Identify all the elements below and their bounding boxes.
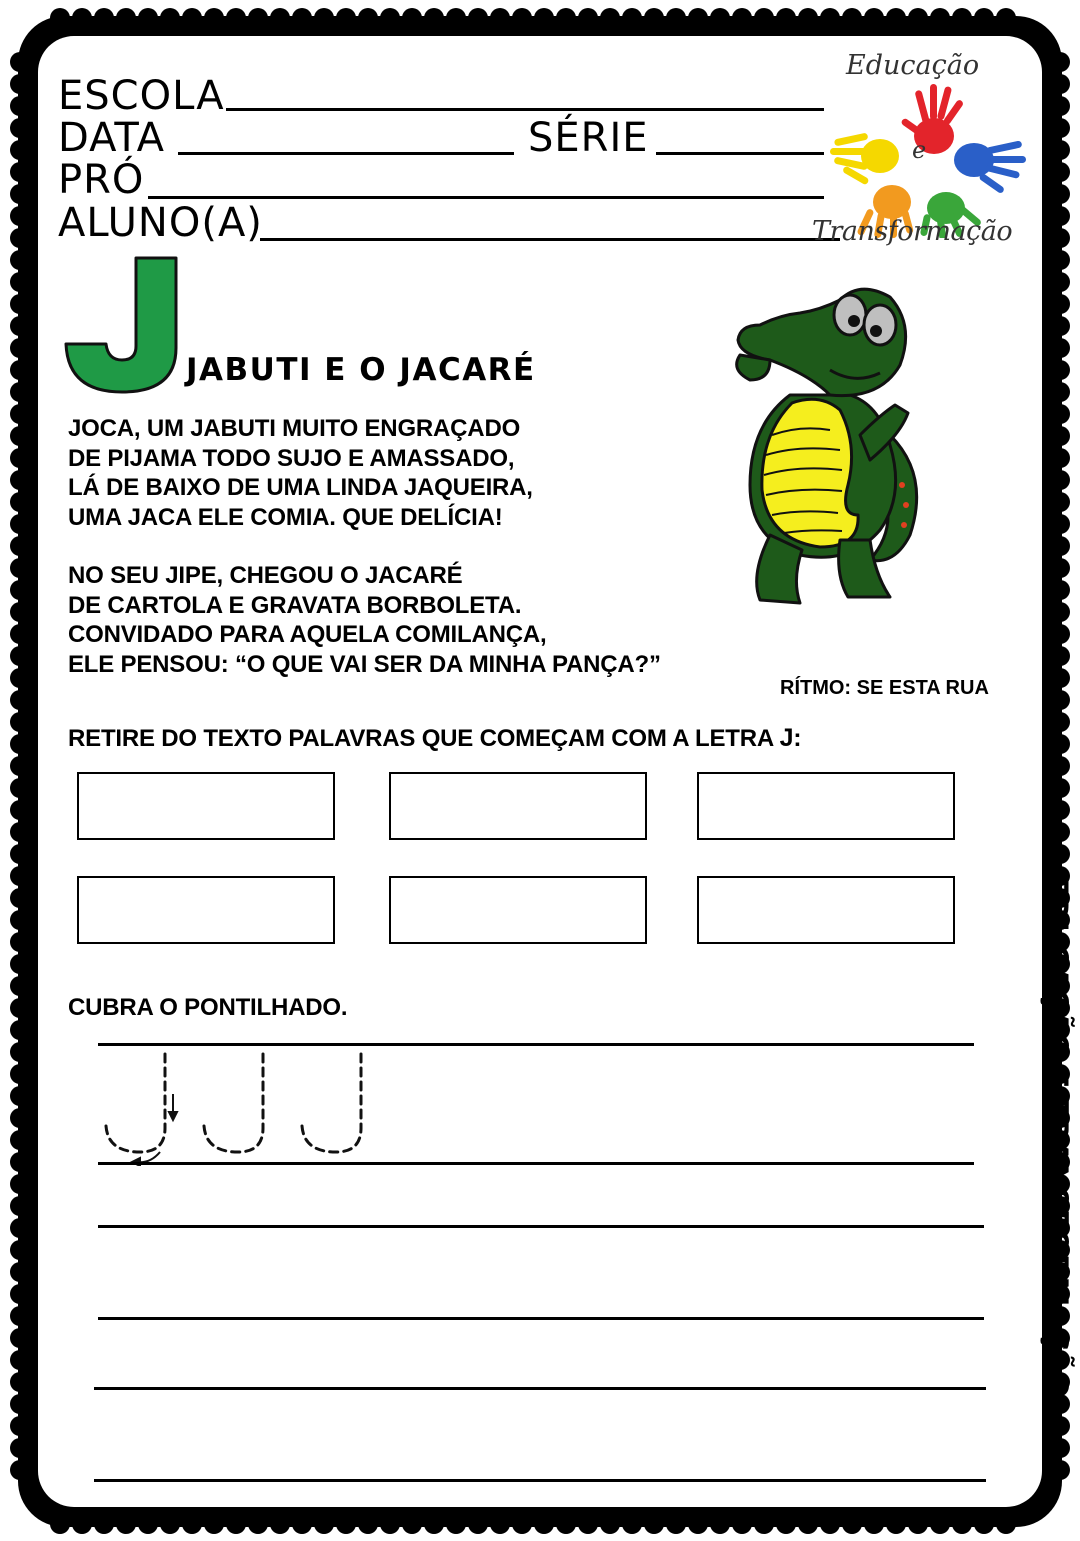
border-scallop bbox=[1050, 316, 1070, 336]
border-scallop bbox=[1050, 118, 1070, 138]
border-scallop bbox=[1050, 624, 1070, 644]
border-scallop bbox=[10, 184, 30, 204]
logo-bottom-text: Transformação bbox=[812, 216, 1013, 247]
answer-box[interactable] bbox=[697, 772, 955, 840]
border-scallop bbox=[710, 8, 730, 28]
border-scallop bbox=[358, 1514, 378, 1534]
border-scallop bbox=[270, 1514, 290, 1534]
border-scallop bbox=[974, 1514, 994, 1534]
border-scallop bbox=[10, 514, 30, 534]
border-scallop bbox=[10, 1460, 30, 1480]
border-scallop bbox=[50, 8, 70, 28]
border-scallop bbox=[10, 426, 30, 446]
border-scallop bbox=[1050, 162, 1070, 182]
border-scallop bbox=[622, 1514, 642, 1534]
border-scallop bbox=[380, 8, 400, 28]
border-scallop bbox=[10, 778, 30, 798]
dotted-j-tracing[interactable] bbox=[98, 1046, 398, 1166]
border-scallop bbox=[952, 8, 972, 28]
side-watermark: EDUCAÇÃO E TRANSFORMAÇÃO bbox=[1038, 876, 1074, 1398]
border-scallop bbox=[820, 1514, 840, 1534]
border-scallop bbox=[1050, 448, 1070, 468]
poem-line: CONVIDADO PARA AQUELA COMILANÇA, bbox=[68, 621, 547, 648]
border-scallop bbox=[864, 1514, 884, 1534]
border-scallop bbox=[424, 1514, 444, 1534]
border-scallop bbox=[10, 602, 30, 622]
answer-box[interactable] bbox=[77, 876, 335, 944]
border-scallop bbox=[842, 8, 862, 28]
border-scallop bbox=[798, 1514, 818, 1534]
border-scallop bbox=[358, 8, 378, 28]
border-scallop bbox=[1050, 470, 1070, 490]
border-scallop bbox=[996, 8, 1016, 28]
border-scallop bbox=[248, 8, 268, 28]
border-scallop bbox=[314, 1514, 334, 1534]
writing-line bbox=[94, 1479, 986, 1482]
exercise-1-letter: J: bbox=[779, 724, 802, 752]
border-scallop bbox=[10, 1262, 30, 1282]
big-letter-text: J bbox=[60, 252, 61, 253]
border-scallop bbox=[10, 1064, 30, 1084]
border-scallop bbox=[666, 1514, 686, 1534]
answer-box[interactable] bbox=[77, 772, 335, 840]
border-scallop bbox=[10, 492, 30, 512]
border-scallop bbox=[886, 1514, 906, 1534]
writing-line bbox=[98, 1225, 984, 1228]
page-title: JABUTI E O JACARÉ bbox=[186, 352, 536, 388]
big-letter-j bbox=[60, 252, 185, 397]
border-scallop bbox=[1050, 404, 1070, 424]
poem-stanza-1 bbox=[68, 414, 533, 532]
border-scallop bbox=[10, 140, 30, 160]
border-scallop bbox=[10, 1416, 30, 1436]
border-scallop bbox=[490, 8, 510, 28]
poem-line: DE CARTOLA E GRAVATA BORBOLETA. bbox=[68, 591, 522, 619]
border-scallop bbox=[10, 206, 30, 226]
poem-line: NO SEU JIPE, CHEGOU O JACARÉ bbox=[68, 562, 463, 589]
border-scallop bbox=[10, 844, 30, 864]
border-scallop bbox=[10, 976, 30, 996]
grade-label: SÉRIE bbox=[528, 115, 649, 161]
border-scallop bbox=[1050, 52, 1070, 72]
border-scallop bbox=[10, 888, 30, 908]
border-scallop bbox=[226, 8, 246, 28]
border-scallop bbox=[10, 448, 30, 468]
poem-line: JOCA, UM JABUTI MUITO ENGRAÇADO bbox=[68, 415, 521, 442]
border-scallop bbox=[996, 1514, 1016, 1534]
border-scallop bbox=[182, 8, 202, 28]
border-scallop bbox=[10, 96, 30, 116]
border-scallop bbox=[10, 1130, 30, 1150]
date-field[interactable] bbox=[178, 152, 514, 155]
border-scallop bbox=[732, 1514, 752, 1534]
border-scallop bbox=[908, 1514, 928, 1534]
border-scallop bbox=[10, 954, 30, 974]
rhythm-note: RÍTMO: SE ESTA RUA bbox=[780, 677, 989, 699]
border-scallop bbox=[10, 162, 30, 182]
border-scallop bbox=[10, 800, 30, 820]
poem-line: DE PIJAMA TODO SUJO E AMASSADO, bbox=[68, 444, 515, 472]
border-scallop bbox=[160, 8, 180, 28]
border-scallop bbox=[50, 1514, 70, 1534]
border-scallop bbox=[1050, 272, 1070, 292]
border-scallop bbox=[446, 8, 466, 28]
border-scallop bbox=[776, 8, 796, 28]
border-scallop bbox=[10, 1350, 30, 1370]
border-scallop bbox=[10, 558, 30, 578]
border-scallop bbox=[578, 8, 598, 28]
border-scallop bbox=[468, 1514, 488, 1534]
border-scallop bbox=[424, 8, 444, 28]
border-scallop bbox=[10, 294, 30, 314]
border-scallop bbox=[930, 1514, 950, 1534]
teacher-field[interactable] bbox=[148, 196, 824, 199]
border-scallop bbox=[10, 646, 30, 666]
border-scallop bbox=[204, 1514, 224, 1534]
border-scallop bbox=[10, 1306, 30, 1326]
border-scallop bbox=[292, 1514, 312, 1534]
writing-line bbox=[98, 1317, 984, 1320]
border-scallop bbox=[666, 8, 686, 28]
border-scallop bbox=[512, 8, 532, 28]
border-scallop bbox=[10, 1218, 30, 1238]
border-scallop bbox=[10, 1328, 30, 1348]
logo-mid-text: e bbox=[912, 136, 927, 164]
border-scallop bbox=[644, 8, 664, 28]
border-scallop bbox=[1050, 800, 1070, 820]
border-scallop bbox=[10, 74, 30, 94]
border-scallop bbox=[1050, 360, 1070, 380]
poem-line: UMA JACA ELE COMIA. QUE DELÍCIA! bbox=[68, 503, 503, 531]
border-scallop bbox=[402, 8, 422, 28]
border-scallop bbox=[72, 8, 92, 28]
border-scallop bbox=[10, 690, 30, 710]
border-scallop bbox=[10, 910, 30, 930]
border-scallop bbox=[1050, 228, 1070, 248]
border-scallop bbox=[1050, 778, 1070, 798]
border-scallop bbox=[1050, 712, 1070, 732]
border-scallop bbox=[1050, 580, 1070, 600]
border-scallop bbox=[1050, 96, 1070, 116]
border-scallop bbox=[754, 1514, 774, 1534]
border-scallop bbox=[864, 8, 884, 28]
border-scallop bbox=[1050, 294, 1070, 314]
border-scallop bbox=[490, 1514, 510, 1534]
border-scallop bbox=[1050, 492, 1070, 512]
border-scallop bbox=[1050, 426, 1070, 446]
writing-line bbox=[98, 1162, 974, 1165]
border-scallop bbox=[556, 8, 576, 28]
poem-line: LÁ DE BAIXO DE UMA LINDA JAQUEIRA, bbox=[68, 474, 533, 501]
border-scallop bbox=[292, 8, 312, 28]
border-scallop bbox=[1050, 536, 1070, 556]
border-scallop bbox=[754, 8, 774, 28]
border-scallop bbox=[446, 1514, 466, 1534]
border-scallop bbox=[710, 1514, 730, 1534]
border-scallop bbox=[644, 1514, 664, 1534]
border-scallop bbox=[1050, 558, 1070, 578]
exercise-1-text: RETIRE DO TEXTO PALAVRAS QUE COMEÇAM COM A LETRA bbox=[68, 725, 780, 752]
border-scallop bbox=[10, 1174, 30, 1194]
border-scallop bbox=[160, 1514, 180, 1534]
border-scallop bbox=[1050, 1416, 1070, 1436]
border-scallop bbox=[886, 8, 906, 28]
border-scallop bbox=[1050, 74, 1070, 94]
border-scallop bbox=[776, 1514, 796, 1534]
border-scallop bbox=[1050, 668, 1070, 688]
border-scallop bbox=[10, 1394, 30, 1414]
border-scallop bbox=[182, 1514, 202, 1534]
border-scallop bbox=[380, 1514, 400, 1534]
border-scallop bbox=[94, 1514, 114, 1534]
border-scallop bbox=[10, 404, 30, 424]
border-scallop bbox=[10, 822, 30, 842]
border-scallop bbox=[10, 250, 30, 270]
poem-line: ELE PENSOU: “O QUE VAI SER DA MINHA PANÇA?” bbox=[68, 650, 661, 678]
border-scallop bbox=[1050, 1438, 1070, 1458]
border-scallop bbox=[534, 1514, 554, 1534]
border-scallop bbox=[10, 734, 30, 754]
poem-stanza-2 bbox=[68, 561, 661, 679]
exercise-1-prompt bbox=[68, 724, 801, 753]
border-scallop bbox=[10, 866, 30, 886]
border-scallop bbox=[10, 272, 30, 292]
border-scallop bbox=[248, 1514, 268, 1534]
border-scallop bbox=[336, 1514, 356, 1534]
border-scallop bbox=[688, 1514, 708, 1534]
student-field[interactable] bbox=[260, 238, 840, 241]
border-scallop bbox=[820, 8, 840, 28]
border-scallop bbox=[10, 360, 30, 380]
student-label: ALUNO(A) bbox=[58, 200, 263, 246]
border-scallop bbox=[10, 580, 30, 600]
border-scallop bbox=[512, 1514, 532, 1534]
border-scallop bbox=[226, 1514, 246, 1534]
border-scallop bbox=[10, 1108, 30, 1128]
border-scallop bbox=[10, 338, 30, 358]
border-scallop bbox=[1050, 690, 1070, 710]
date-label: DATA bbox=[58, 115, 166, 161]
answer-box[interactable] bbox=[389, 876, 647, 944]
border-scallop bbox=[10, 1438, 30, 1458]
border-scallop bbox=[10, 1196, 30, 1216]
border-scallop bbox=[10, 1086, 30, 1106]
border-scallop bbox=[1050, 184, 1070, 204]
border-scallop bbox=[402, 1514, 422, 1534]
border-scallop bbox=[10, 228, 30, 248]
border-scallop bbox=[1050, 338, 1070, 358]
border-scallop bbox=[1050, 140, 1070, 160]
border-scallop bbox=[138, 8, 158, 28]
border-scallop bbox=[1050, 734, 1070, 754]
border-scallop bbox=[1050, 206, 1070, 226]
school-label: ESCOLA bbox=[58, 73, 225, 119]
border-scallop bbox=[10, 536, 30, 556]
border-scallop bbox=[974, 8, 994, 28]
border-scallop bbox=[94, 8, 114, 28]
border-scallop bbox=[10, 1020, 30, 1040]
answer-box[interactable] bbox=[697, 876, 955, 944]
border-scallop bbox=[468, 8, 488, 28]
border-scallop bbox=[1050, 382, 1070, 402]
border-scallop bbox=[600, 8, 620, 28]
border-scallop bbox=[10, 52, 30, 72]
border-scallop bbox=[930, 8, 950, 28]
border-scallop bbox=[204, 8, 224, 28]
border-scallop bbox=[138, 1514, 158, 1534]
border-scallop bbox=[116, 8, 136, 28]
writing-line bbox=[94, 1387, 986, 1390]
logo bbox=[812, 48, 1040, 258]
school-field[interactable] bbox=[226, 108, 824, 111]
border-scallop bbox=[1050, 250, 1070, 270]
border-scallop bbox=[10, 1152, 30, 1172]
border-scallop bbox=[10, 668, 30, 688]
border-scallop bbox=[10, 1240, 30, 1260]
border-scallop bbox=[1050, 756, 1070, 776]
border-scallop bbox=[336, 8, 356, 28]
crocodile-illustration bbox=[730, 285, 930, 615]
border-scallop bbox=[10, 624, 30, 644]
border-scallop bbox=[10, 756, 30, 776]
teacher-label: PRÓ bbox=[58, 157, 145, 203]
border-scallop bbox=[10, 316, 30, 336]
border-scallop bbox=[842, 1514, 862, 1534]
border-scallop bbox=[798, 8, 818, 28]
border-scallop bbox=[10, 712, 30, 732]
border-scallop bbox=[10, 470, 30, 490]
border-scallop bbox=[270, 8, 290, 28]
border-scallop bbox=[600, 1514, 620, 1534]
border-scallop bbox=[908, 8, 928, 28]
border-scallop bbox=[72, 1514, 92, 1534]
border-scallop bbox=[10, 118, 30, 138]
border-scallop bbox=[10, 932, 30, 952]
border-scallop bbox=[1050, 844, 1070, 864]
border-scallop bbox=[952, 1514, 972, 1534]
border-scallop bbox=[1050, 1460, 1070, 1480]
border-scallop bbox=[622, 8, 642, 28]
exercise-2-prompt: CUBRA O PONTILHADO. bbox=[68, 994, 348, 1021]
border-scallop bbox=[116, 1514, 136, 1534]
grade-field[interactable] bbox=[656, 152, 824, 155]
answer-box[interactable] bbox=[389, 772, 647, 840]
border-scallop bbox=[578, 1514, 598, 1534]
border-scallop bbox=[534, 8, 554, 28]
border-scallop bbox=[688, 8, 708, 28]
border-scallop bbox=[10, 998, 30, 1018]
border-scallop bbox=[1050, 602, 1070, 622]
logo-top-text: Educação bbox=[846, 50, 980, 81]
border-scallop bbox=[10, 382, 30, 402]
border-scallop bbox=[10, 1372, 30, 1392]
border-scallop bbox=[1050, 514, 1070, 534]
border-scallop bbox=[732, 8, 752, 28]
border-scallop bbox=[10, 1042, 30, 1062]
border-scallop bbox=[1050, 822, 1070, 842]
border-scallop bbox=[1050, 646, 1070, 666]
border-scallop bbox=[10, 1284, 30, 1304]
border-scallop bbox=[556, 1514, 576, 1534]
border-scallop bbox=[314, 8, 334, 28]
